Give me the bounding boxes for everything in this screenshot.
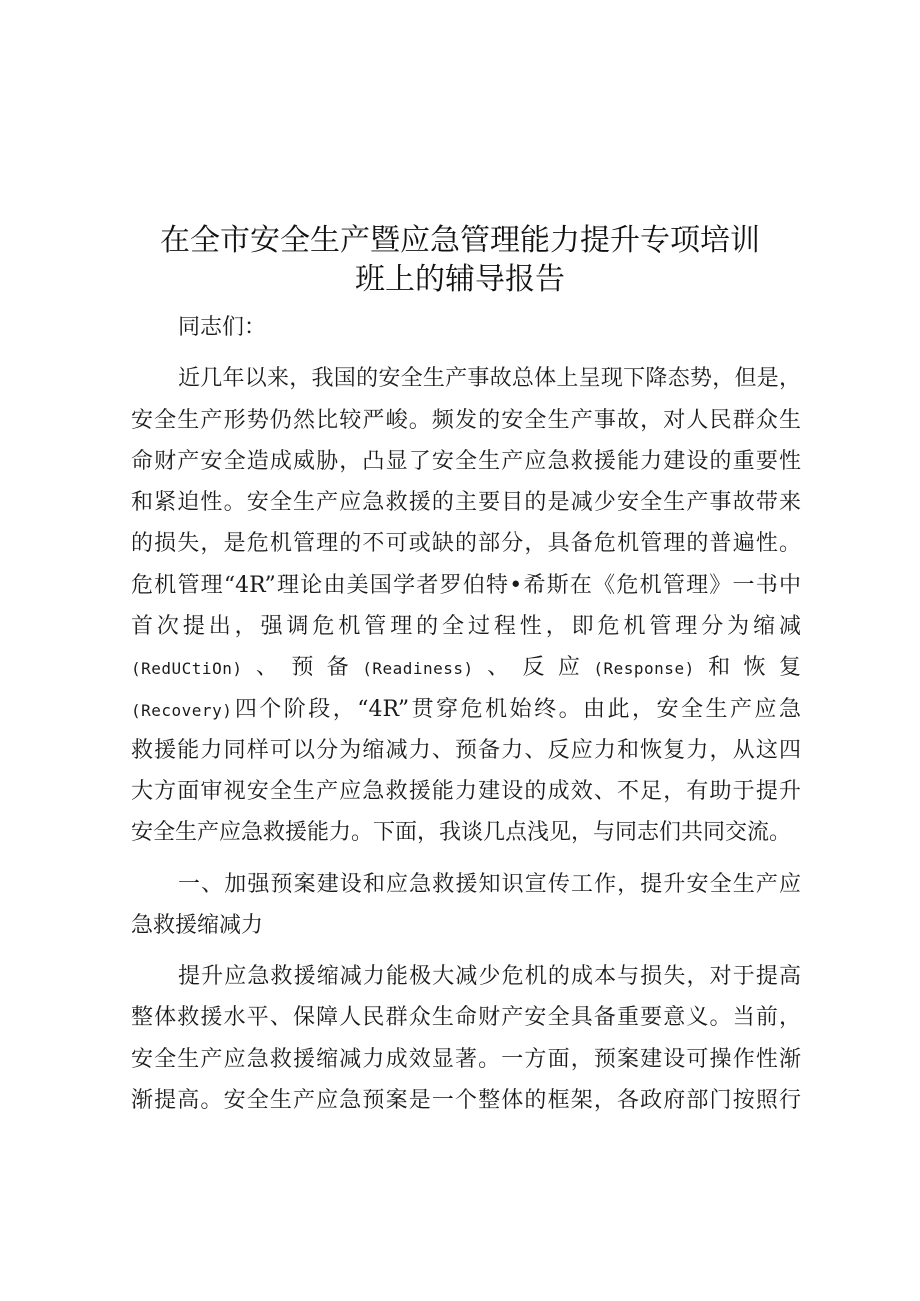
term-reduction: (RedUCtiOn) [131,659,243,678]
paragraph-2-line-4: 渐提高。安全生产应急预案是一个整体的框架，各政府部门按照行 [131,1088,801,1113]
paragraph-1-line-11: 大方面审视安全生产应急救援能力建设的成效、不足，有助于提升 [131,779,801,804]
paragraph-1-line-7: 首次提出，强调危机管理的全过程性，即危机管理分为缩减 [131,614,801,639]
paragraph-1-line-5: 的损失，是危机管理的不可或缺的部分，具备危机管理的普遍性。 [131,531,801,556]
document-title-line-2: 班上的辅导报告 [355,262,565,297]
paragraph-1-line-9 [131,695,801,726]
paragraph-1-line-8 [131,653,801,684]
term-readiness: (Readiness) [362,659,474,678]
paragraph-2-line-2: 整体救援水平、保障人民群众生命财产安全具备重要意义。当前， [131,1005,801,1030]
paragraph-2-line-1: 提升应急救援缩减力能极大减少危机的成本与损失，对于提高 [178,964,801,989]
term-recovery: (Recovery) [131,701,233,720]
paragraph-1-line-12: 安全生产应急救援能力。下面，我谈几点浅见，与同志们共同交流。 [131,820,792,845]
salutation: 同志们： [178,315,267,340]
text-segment: 四个阶段，“4R”贯穿危机始终。由此，安全生产应急 [232,697,801,722]
paragraph-1-line-3: 命财产安全造成威胁，凸显了安全生产应急救援能力建设的重要性 [131,449,801,474]
text-segment: 和恢复 [694,655,801,680]
term-response: (Response) [593,659,695,678]
paragraph-1-line-1: 近几年以来，我国的安全生产事故总体上呈现下降态势，但是， [178,366,801,391]
document-title-line-1: 在全市安全生产暨应急管理能力提升专项培训 [160,223,760,258]
section-heading-1-line-2: 急救援缩减力 [131,913,264,938]
paragraph-2-line-3: 安全生产应急救援缩减力成效显著。一方面，预案建设可操作性渐 [131,1047,801,1072]
paragraph-1-line-2: 安全生产形势仍然比较严峻。频发的安全生产事故，对人民群众生 [131,408,801,433]
paragraph-1-line-10: 救援能力同样可以分为缩减力、预备力、反应力和恢复力，从这四 [131,738,801,763]
text-segment: 、反应 [473,655,594,680]
section-heading-1-line-1: 一、加强预案建设和应急救援知识宣传工作，提升安全生产应 [178,872,801,897]
text-segment: 、预备 [242,655,363,680]
paragraph-1-line-6: 危机管理“4R”理论由美国学者罗伯特•希斯在《危机管理》一书中 [131,573,801,598]
paragraph-1-line-4: 和紧迫性。安全生产应急救援的主要目的是减少安全生产事故带来 [131,490,801,515]
